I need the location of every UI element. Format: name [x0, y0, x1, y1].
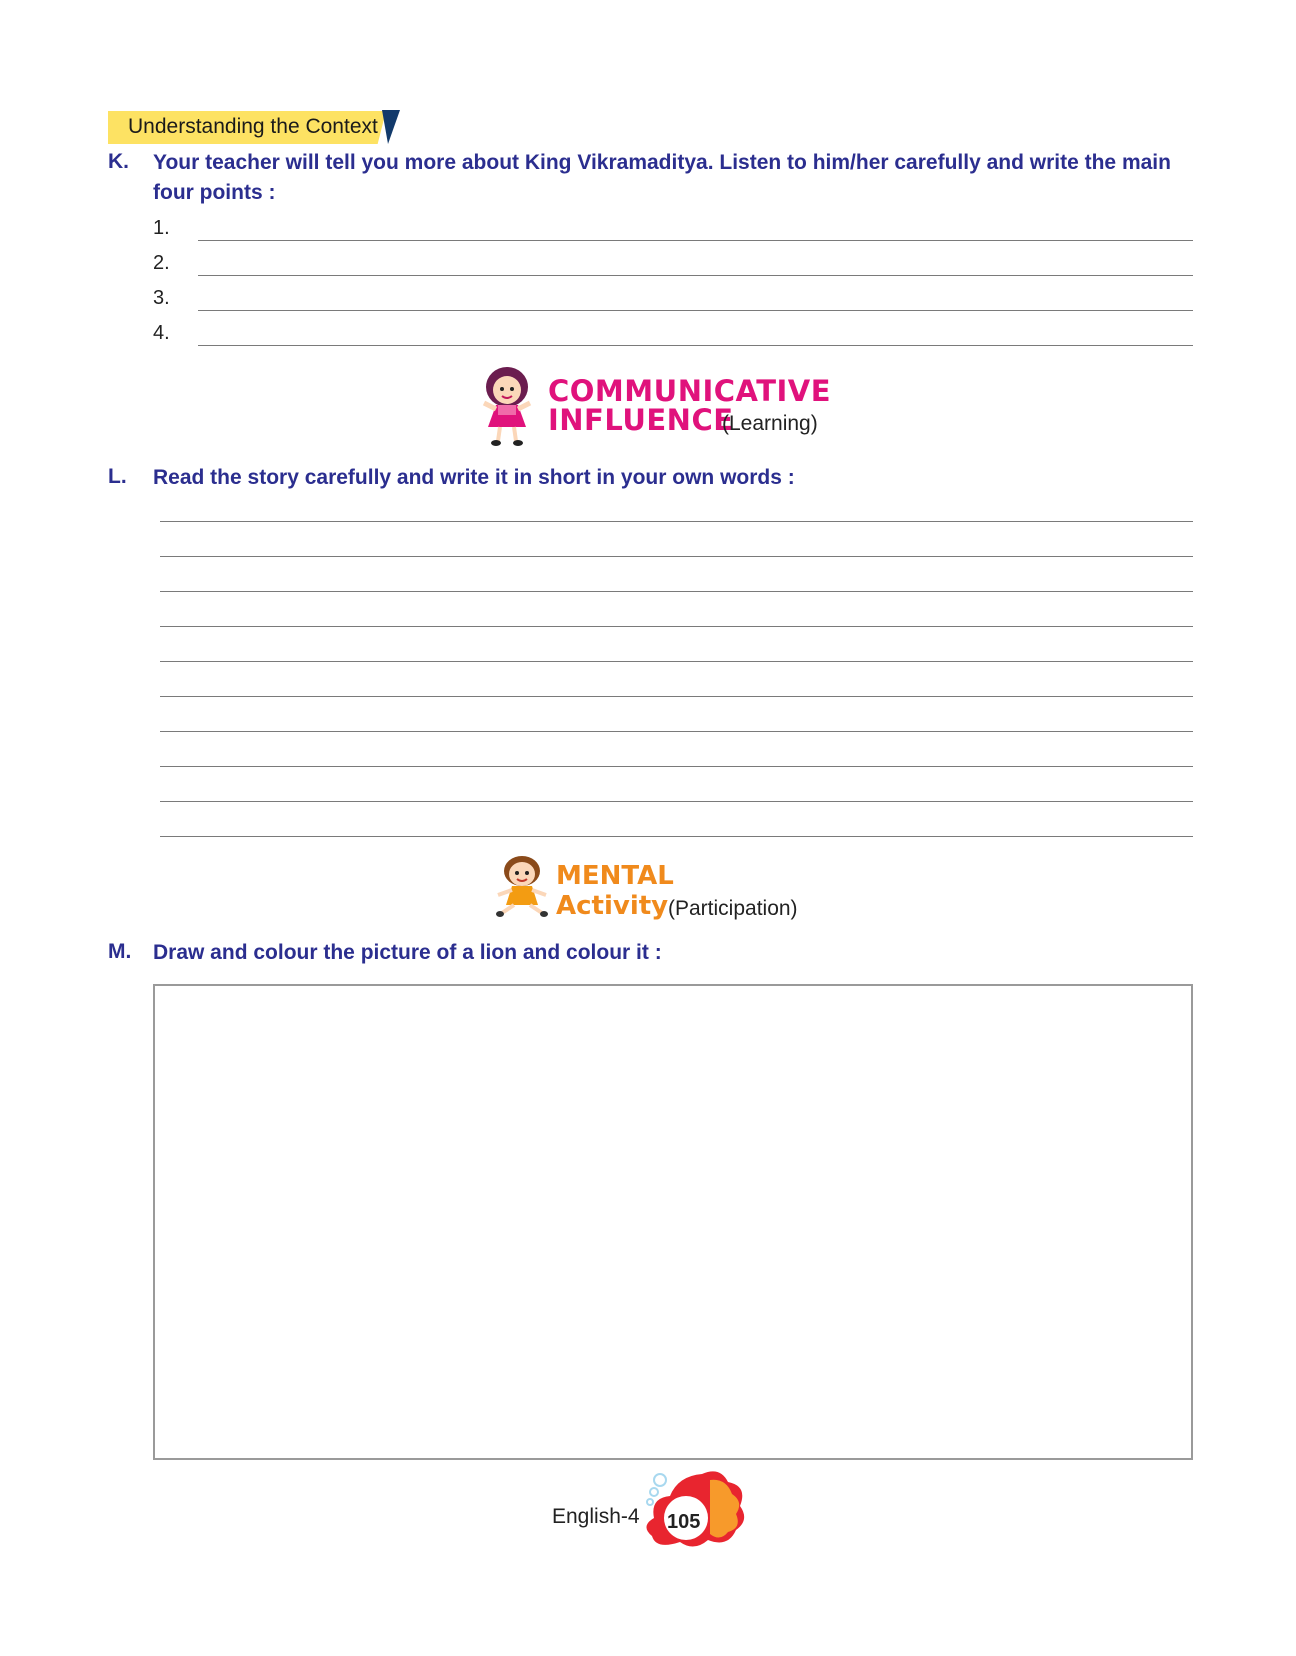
story-line-3[interactable] — [160, 591, 1193, 592]
question-k-text — [153, 148, 1213, 208]
story-line-1[interactable] — [160, 521, 1193, 522]
story-line-2[interactable] — [160, 556, 1193, 557]
question-k-letter: K. — [108, 150, 129, 173]
answer-number-3: 3. — [153, 287, 170, 309]
heading-activity: Activity — [556, 891, 669, 921]
section-tag: Understanding the Context — [128, 115, 378, 138]
answer-number-4: 4. — [153, 322, 170, 344]
story-line-4[interactable] — [160, 626, 1193, 627]
answer-line-4[interactable] — [198, 345, 1193, 346]
page-number: 105 — [667, 1511, 701, 1533]
story-line-7[interactable] — [160, 731, 1193, 732]
question-k-line-1: Your teacher will tell you more about King Vikramaditya. Listen to him/her carefully and write the main — [153, 151, 1171, 174]
girl-orange-cartoon-icon — [492, 853, 552, 919]
story-line-6[interactable] — [160, 696, 1193, 697]
question-l-letter: L. — [108, 465, 127, 488]
answer-number-2: 2. — [153, 252, 170, 274]
story-line-8[interactable] — [160, 766, 1193, 767]
heading-participation: (Participation) — [668, 897, 798, 920]
answer-line-2[interactable] — [198, 275, 1193, 276]
story-line-5[interactable] — [160, 661, 1193, 662]
heading-communicative: COMMUNICATIVE — [548, 374, 832, 408]
question-m-text: Draw and colour the picture of a lion and colour it : — [153, 941, 662, 964]
story-line-9[interactable] — [160, 801, 1193, 802]
page-number-blob-icon — [632, 1468, 750, 1552]
question-k-line-2: four points : — [153, 181, 276, 204]
footer-book-title: English-4 — [552, 1505, 640, 1528]
story-line-10[interactable] — [160, 836, 1193, 837]
heading-learning: (Learning) — [722, 412, 818, 435]
answer-line-3[interactable] — [198, 310, 1193, 311]
question-m-letter: M. — [108, 940, 132, 963]
heading-influence: INFLUENCE — [548, 403, 734, 437]
heading-mental: MENTAL — [556, 861, 674, 891]
girl-cartoon-icon — [478, 365, 536, 447]
drawing-box[interactable] — [153, 984, 1193, 1460]
tag-flag-icon — [380, 108, 402, 146]
question-l-text: Read the story carefully and write it in short in your own words : — [153, 466, 795, 489]
answer-line-1[interactable] — [198, 240, 1193, 241]
answer-number-1: 1. — [153, 217, 170, 239]
